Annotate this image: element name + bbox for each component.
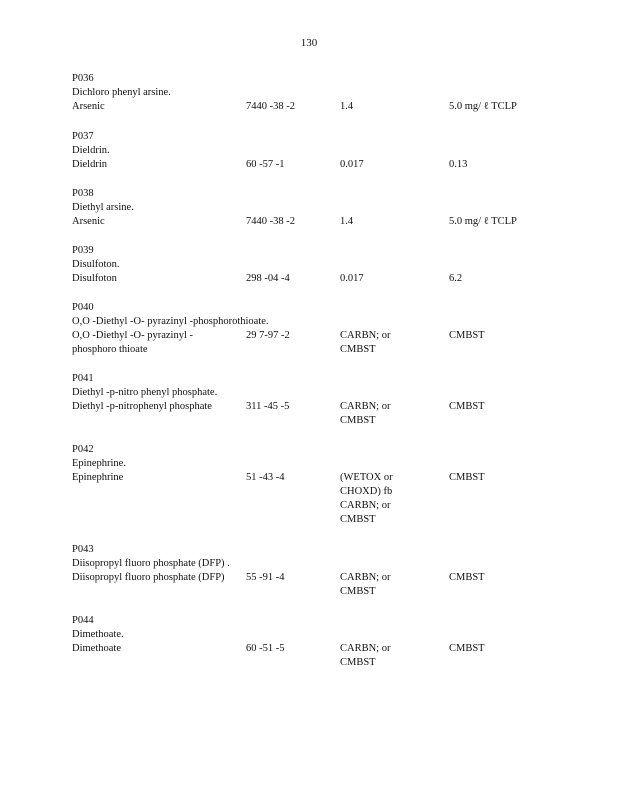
cas-number: 311 -45 -5 [246,401,290,412]
wastewater-standard: CARBN; or CMBST [340,643,391,668]
constituent-name: Diethyl -p-nitrophenyl phosphate [72,401,212,412]
page-number: 130 [300,37,318,49]
cas-number: 298 -04 -4 [246,273,290,284]
nonwastewater-standard: 0.13 [449,159,468,170]
waste-code-list [72,72,572,685]
waste-code: P040 [72,302,94,313]
nonwastewater-standard: 5.0 mg/ ℓ TCLP [449,101,517,112]
constituent-row [72,642,572,670]
constituent-row [72,100,572,114]
constituent-name: Arsenic [72,216,105,227]
waste-description: Dimethoate. [72,629,124,640]
waste-description: O,O -Diethyl -O- pyrazinyl -phosphorothioate. [72,316,269,327]
nonwastewater-standard: CMBST [449,643,485,654]
waste-description: Diisopropyl fluoro phosphate (DFP) . [72,558,230,569]
nonwastewater-standard: CMBST [449,401,485,412]
wastewater-standard: (WETOX or CHOXD) fb CARBN; or CMBST [340,472,393,525]
constituent-row [72,215,572,229]
nonwastewater-standard: CMBST [449,572,485,583]
waste-description: Dieldrin. [72,145,110,156]
constituent-row [72,272,572,286]
constituent-row [72,400,572,428]
waste-entry [72,187,572,244]
waste-entry [72,72,572,130]
wastewater-standard: 1.4 [340,216,354,227]
constituent-name: Arsenic [72,101,105,112]
cas-number: 51 -43 -4 [246,472,285,483]
cas-number: 7440 -38 -2 [246,101,295,112]
waste-code: P038 [72,188,94,199]
constituent-row [72,571,572,599]
waste-entry [72,301,572,372]
constituent-name: Dimethoate [72,643,121,654]
nonwastewater-standard: 6.2 [449,273,463,284]
cas-number: 7440 -38 -2 [246,216,295,227]
cas-number: 29 7-97 -2 [246,330,290,341]
cas-number: 55 -91 -4 [246,572,285,583]
wastewater-standard: CARBN; or CMBST [340,401,391,426]
waste-description: Epinephrine. [72,458,126,469]
wastewater-standard: CARBN; or CMBST [340,572,391,597]
waste-description: Diethyl arsine. [72,202,134,213]
waste-code: P044 [72,615,94,626]
constituent-row [72,329,572,357]
wastewater-standard: 0.017 [340,273,364,284]
waste-description: Dichloro phenyl arsine. [72,87,171,98]
constituent-row [72,471,572,527]
constituent-name: Disulfoton [72,273,117,284]
waste-entry [72,543,572,614]
waste-entry [72,614,572,685]
waste-description: Diethyl -p-nitro phenyl phosphate. [72,387,218,398]
waste-entry [72,372,572,443]
constituent-name: Epinephrine [72,472,124,483]
wastewater-standard: 1.4 [340,101,354,112]
wastewater-standard: CARBN; or CMBST [340,330,391,355]
waste-description: Disulfoton. [72,259,120,270]
waste-code: P036 [72,73,94,84]
waste-entry [72,443,572,543]
waste-entry [72,130,572,187]
wastewater-standard: 0.017 [340,159,364,170]
waste-entry [72,244,572,301]
constituent-name: Diisopropyl fluoro phosphate (DFP) [72,572,225,583]
constituent-name: Dieldrin [72,159,107,170]
cas-number: 60 -57 -1 [246,159,285,170]
nonwastewater-standard: CMBST [449,330,485,341]
waste-code: P037 [72,131,94,142]
waste-code: P042 [72,444,94,455]
nonwastewater-standard: 5.0 mg/ ℓ TCLP [449,216,517,227]
waste-code: P043 [72,544,94,555]
nonwastewater-standard: CMBST [449,472,485,483]
waste-code: P041 [72,373,94,384]
constituent-name: O,O -Diethyl -O- pyrazinyl - phosphoro thioate [72,330,194,355]
waste-code: P039 [72,245,94,256]
cas-number: 60 -51 -5 [246,643,285,654]
constituent-row [72,158,572,172]
